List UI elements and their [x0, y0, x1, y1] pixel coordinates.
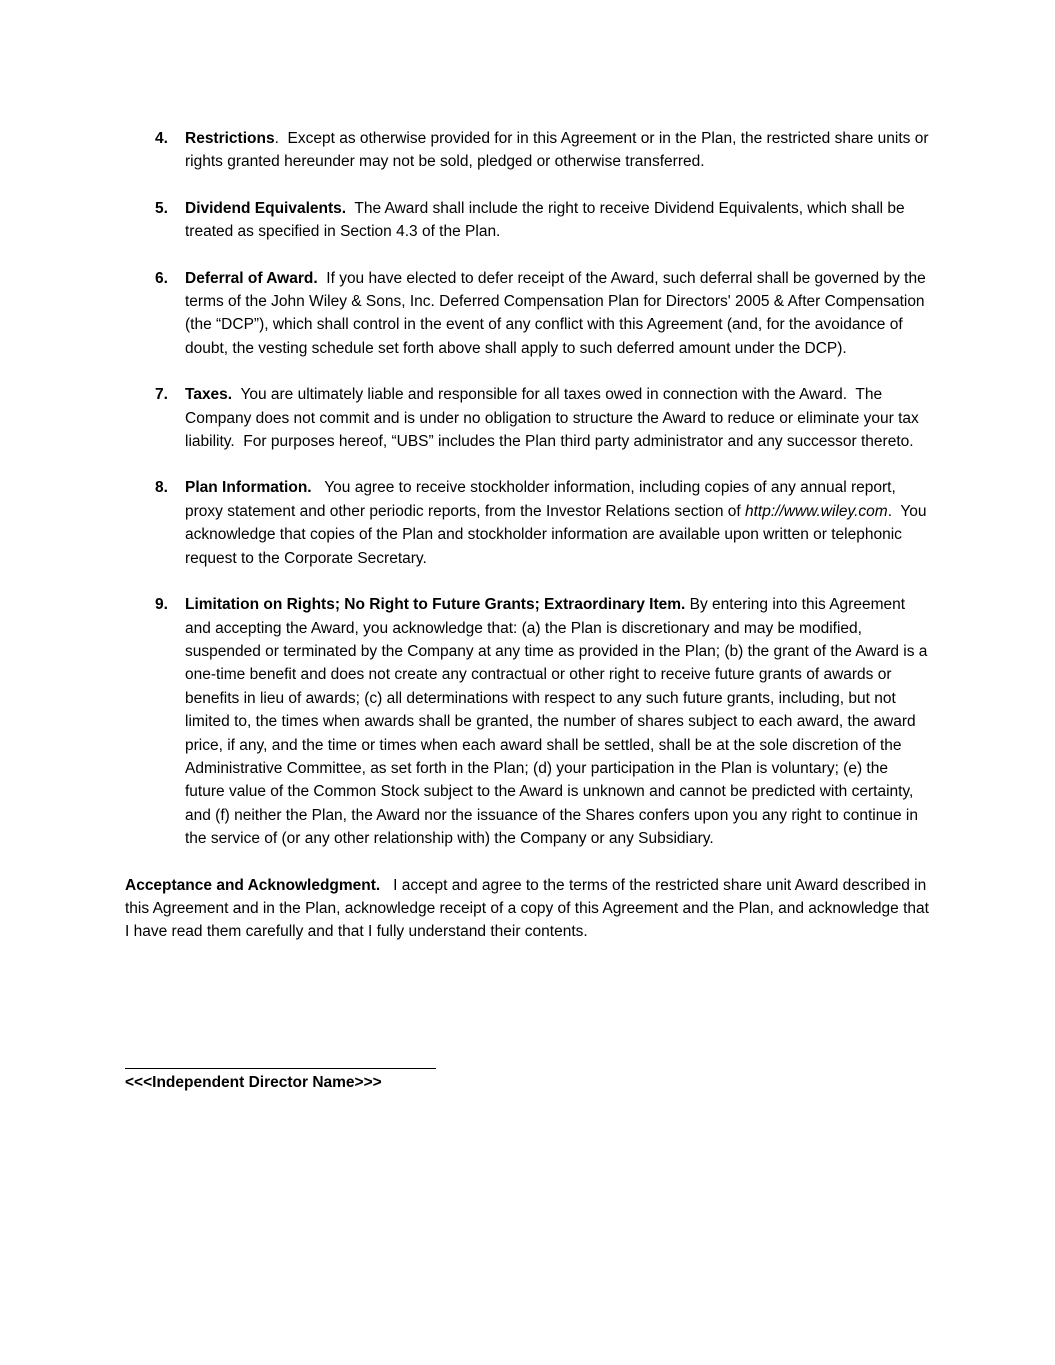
wiley-url-text: http://www.wiley.com [745, 502, 888, 520]
item-number: 9. [155, 596, 168, 614]
item-text [185, 386, 923, 450]
item-number: 6. [155, 269, 168, 287]
item-text [185, 479, 931, 566]
item-title: Dividend Equivalents. [185, 199, 347, 217]
item-title: Limitation on Rights; No Right to Future Grants; Extraordinary Item. [185, 596, 686, 614]
list-item-plan-information [125, 476, 930, 570]
acceptance-body: I accept and agree to the terms of the restricted share unit Award described in this Agreement and in the Plan, acknowledge receipt of a copy of this Agreement and the Plan, and acknowledge that I have read them carefully and that I fully understand their contents. [125, 876, 934, 941]
list-item-deferral-of-award [125, 267, 930, 361]
acceptance-title: Acceptance and Acknowledgment. [125, 876, 381, 894]
item-body: . You acknowledge that copies of the Plan and stockholder information are available upon written or telephonic request to the Corporate Secretary. [185, 502, 931, 567]
item-body: You agree to receive stockholder information, including copies of any annual report, proxy statement and other periodic reports, from the Investor Relations section of [185, 479, 901, 520]
list-item-dividend-equivalents [125, 197, 930, 244]
signature-line [125, 1068, 436, 1069]
item-body: The Award shall include the right to receive Dividend Equivalents, which shall be treated as specified in Section 4.3 of the Plan. [185, 199, 909, 241]
item-text [185, 130, 933, 170]
item-body: . Except as otherwise provided for in this Agreement or in the Plan, the restricted share units or rights granted hereunder may not be sold, pledged or otherwise transferred. [185, 130, 933, 171]
item-number: 4. [155, 130, 168, 147]
item-body: By entering into this Agreement and accepting the Award, you acknowledge that: (a) the Plan is discretionary and may be modified, suspended or terminated by the Company at any time as provided in the Plan; (b) the grant of the Award is a one-time benefit and does not create any contractual or other right to receive future grants of awards or benefits in lieu of awards; (c) all determinations with respect to any such future grants, including, but not limited to, the times when awards shall be granted, the number of shares subject to each award, the award price, if any, and the time or times when each award shall be settled, shall be at the sole discretion of the Administrative Committee, as set forth in the Plan; (d) your participation in the Plan is voluntary; (e) the future value of the Common Stock subject to the Award is unknown and cannot be predicted with certainty, and (f) neither the Plan, the Award nor the issuance of the Shares confers upon you any right to continue in the service of (or any other relationship with) the Company or any Subsidiary. [185, 596, 932, 848]
item-text [185, 596, 932, 847]
acceptance-paragraph [125, 874, 934, 944]
item-body: If you have elected to defer receipt of the Award, such deferral shall be governed by the terms of the John Wiley & Sons, Inc. Deferred Compensation Plan for Directors' 2005 & After Compensation (the “DCP”), which shall control in the event of any conflict with this Agreement (and, for the avoidance of doubt, the vesting schedule set forth above shall apply to such deferred amount under the DCP). [185, 269, 931, 357]
item-title: Restrictions [185, 130, 275, 147]
item-text [185, 200, 909, 240]
item-number: 5. [155, 199, 168, 217]
item-number: 7. [155, 386, 168, 404]
item-text [185, 270, 930, 357]
item-title: Deferral of Award. [185, 269, 318, 287]
list-item-limitation-on-rights [125, 593, 930, 850]
item-body: You are ultimately liable and responsible for all taxes owed in connection with the Award. The Company does not commit and is under no obligation to structure the Award to reduce or eliminate your tax liability. For purposes hereof, “UBS” includes the Plan third party administrator and any successor thereto. [185, 386, 924, 451]
item-number: 8. [155, 479, 168, 497]
list-item-taxes [125, 383, 930, 453]
item-title: Plan Information. [185, 479, 312, 497]
item-title: Taxes. [185, 386, 233, 404]
signature-block [125, 1068, 930, 1094]
list-item-restrictions [125, 127, 933, 174]
signature-name-placeholder: <<<Independent Director Name>>> [125, 1073, 382, 1091]
